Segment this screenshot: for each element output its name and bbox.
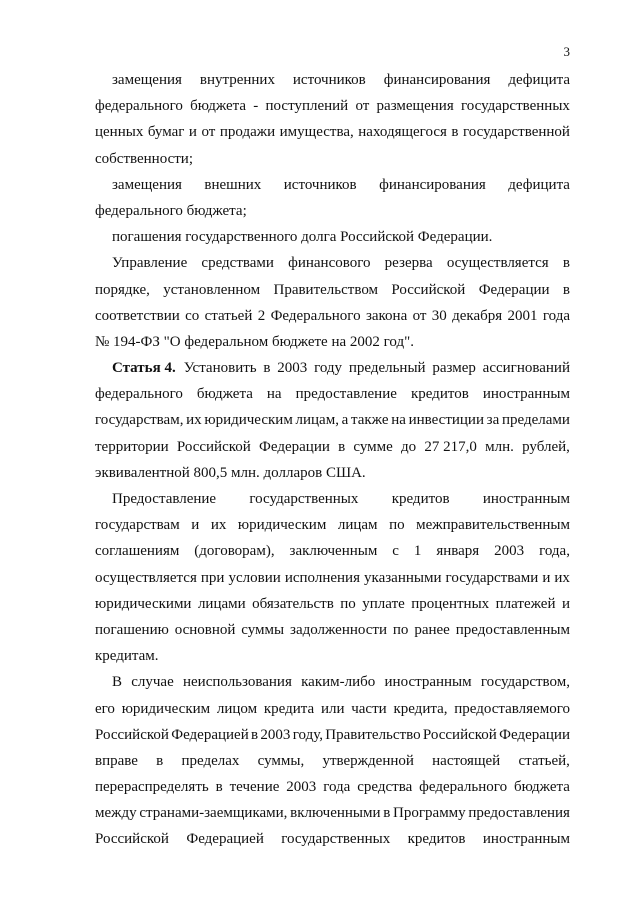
word: продажи: [219, 124, 276, 141]
word: в: [263, 360, 271, 377]
word: декабря: [452, 307, 503, 324]
word: Российской: [95, 726, 169, 743]
word: части: [351, 700, 387, 717]
word: предоставленным: [455, 621, 570, 638]
word: Федерацией: [186, 831, 264, 848]
word: Российской: [422, 726, 497, 743]
word: Установить: [183, 360, 257, 377]
word: основной: [174, 621, 236, 638]
word: бюджета: [190, 98, 247, 115]
word: порядке,: [95, 281, 150, 298]
word: суммы,: [257, 752, 305, 769]
text-line: [95, 617, 570, 643]
text-line: [95, 696, 570, 722]
word: течение: [229, 779, 280, 796]
word: бюджета: [513, 779, 570, 796]
text-line: [95, 67, 570, 93]
word: исполнения: [284, 569, 360, 586]
word: Управление: [112, 255, 188, 272]
text-line: [95, 748, 570, 774]
word: источников: [283, 176, 357, 193]
word: на: [391, 412, 406, 429]
word: финансирования: [383, 72, 491, 88]
word: ценных: [95, 124, 144, 141]
word: юридическим: [121, 700, 211, 717]
word: их: [554, 569, 570, 586]
word: внутренних: [199, 72, 275, 88]
word: от: [412, 307, 427, 324]
word: или: [320, 700, 345, 717]
word: 2: [257, 307, 266, 324]
word: иностранным: [482, 491, 570, 507]
word: Федерации: [478, 281, 550, 298]
word: Российской: [391, 281, 466, 298]
text-line: [95, 119, 570, 145]
word: статьей: [204, 307, 253, 324]
text-line: [95, 407, 570, 433]
text-line: эквивалентной 800,5 млн. долларов США.: [95, 464, 366, 481]
word: между: [95, 805, 137, 822]
word: пределах: [181, 752, 240, 769]
word: межправительственным: [416, 517, 570, 534]
text-line: [95, 800, 570, 826]
article-heading: Статья 4.: [112, 360, 176, 377]
text-line: [95, 538, 570, 564]
text-line: федерального бюджета;: [95, 202, 247, 219]
word: обязательств: [252, 595, 334, 612]
word: государствами: [445, 569, 539, 586]
word: года: [542, 307, 570, 324]
word: Федерального: [270, 307, 361, 324]
word: осуществляется: [95, 569, 197, 586]
word: платежей: [495, 595, 556, 612]
word: Российской: [176, 438, 251, 455]
word: Российской: [95, 831, 169, 848]
word: федерального: [95, 98, 183, 115]
word: замещения: [112, 72, 182, 88]
word: резерва: [384, 255, 433, 272]
word: федерального: [95, 386, 183, 403]
word: на: [266, 386, 282, 403]
word: иностранным: [482, 386, 570, 403]
word: за: [486, 412, 500, 429]
word: каким-либо: [301, 674, 376, 691]
word: 2001: [507, 307, 538, 324]
word: указанными: [364, 569, 442, 586]
word: 2003: [260, 726, 291, 743]
text-line: кредитам.: [95, 648, 159, 665]
word: государственных: [249, 491, 359, 507]
word: финансового: [288, 255, 371, 272]
word: юридическим: [204, 412, 293, 429]
word: и: [542, 569, 551, 586]
paragraph-unused-credit: [95, 669, 570, 852]
word: по: [392, 621, 409, 638]
word: при: [200, 569, 225, 586]
word: перераспределять: [95, 779, 209, 796]
word: Правительством: [273, 281, 379, 298]
word: предоставления: [468, 805, 570, 822]
word: кредитов: [391, 491, 450, 507]
word: году,: [292, 726, 323, 743]
word: процентных: [411, 595, 490, 612]
word: со: [185, 307, 200, 324]
word: условии: [228, 569, 281, 586]
word: 2003: [494, 543, 525, 560]
word: находящегося: [358, 124, 447, 141]
word: источников: [292, 72, 366, 88]
word: средства: [357, 779, 413, 796]
word: (договорам),: [194, 543, 275, 560]
word: также: [351, 412, 389, 429]
text-line: [95, 774, 570, 800]
word: федерального: [419, 779, 508, 796]
word: в: [215, 779, 223, 796]
word: случае: [131, 674, 174, 691]
word: заключенным: [289, 543, 378, 560]
word: осуществляется: [446, 255, 549, 272]
text-line-rest: [184, 355, 570, 381]
word: замещения: [112, 176, 182, 193]
word: предоставляемого: [454, 700, 570, 717]
word: с: [392, 543, 399, 560]
word: и: [188, 124, 197, 141]
word: 2003: [286, 779, 317, 796]
word: странами-заемщиками,: [139, 805, 288, 822]
word: государственных: [460, 98, 570, 115]
word: лицом: [216, 700, 258, 717]
word: от: [355, 98, 370, 115]
word: 30: [431, 307, 447, 324]
word: соглашениям: [95, 543, 180, 560]
word: -: [253, 98, 259, 115]
word: Правительство: [325, 726, 421, 743]
word: вправе: [95, 752, 138, 769]
word: и: [191, 517, 200, 534]
word: юридическим: [237, 517, 327, 534]
word: Предоставление: [112, 491, 217, 507]
word: кредитов: [410, 386, 469, 403]
text-line: № 194-ФЗ "О федеральном бюджете на 2002 год".: [95, 333, 414, 350]
text-line: [95, 826, 570, 852]
word: а: [341, 412, 349, 429]
word: поступлений: [265, 98, 349, 115]
word: году: [314, 360, 343, 377]
word: их: [210, 517, 227, 534]
word: государственных: [281, 831, 391, 848]
paragraph-external-sources: [95, 172, 570, 224]
paragraph-debt-repayment: [95, 224, 570, 250]
text-line: [95, 486, 570, 512]
word: имущества,: [279, 124, 354, 141]
word: Федерации: [259, 438, 330, 455]
word: рублей,: [522, 438, 570, 455]
text-line: [95, 591, 570, 617]
word: Программу: [393, 805, 466, 822]
word: в: [338, 438, 346, 455]
word: дефицита: [508, 176, 570, 193]
text-line: собственности;: [95, 150, 193, 167]
word: в: [451, 124, 459, 141]
word: от: [201, 124, 216, 141]
page-number: 3: [563, 44, 570, 59]
text-line: [95, 303, 570, 329]
word: инвестиции: [408, 412, 484, 429]
word: государствам: [95, 517, 180, 534]
word: пределами: [501, 412, 570, 429]
word: суммы: [241, 621, 285, 638]
word: млн.: [485, 438, 514, 455]
word: 27 217,0: [424, 438, 477, 455]
word: финансирования: [379, 176, 486, 193]
text-line: [95, 434, 570, 460]
word: бюджета: [196, 386, 253, 403]
word: года: [323, 779, 351, 796]
text-line: [95, 565, 570, 591]
word: дефицита: [508, 72, 570, 88]
text-line: [95, 722, 570, 748]
word: их: [186, 412, 202, 429]
word: и: [561, 595, 570, 612]
document-body: [95, 67, 570, 853]
word: установленном: [163, 281, 261, 298]
word: в: [562, 255, 570, 272]
word: в: [251, 726, 259, 743]
word: бумаг: [147, 124, 185, 141]
text-line: [95, 355, 570, 381]
text-line: [95, 93, 570, 119]
word: в: [156, 752, 164, 769]
word: до: [401, 438, 417, 455]
paragraph-reserve-management: [95, 250, 570, 355]
text-line: [95, 669, 570, 695]
word: в: [562, 281, 570, 298]
word: Федерации: [499, 726, 570, 743]
word: государствам,: [95, 412, 184, 429]
word: кредита,: [393, 700, 448, 717]
word: погашению: [95, 621, 169, 638]
word: по: [340, 595, 356, 612]
word: статьей,: [518, 752, 570, 769]
word: государством,: [480, 674, 570, 691]
word: по: [389, 517, 405, 534]
word: иностранным: [482, 831, 570, 848]
paragraph-credit-provision: [95, 486, 570, 669]
word: кредитов: [407, 831, 466, 848]
text-line: [95, 250, 570, 276]
word: размер: [432, 360, 476, 377]
word: задолженности: [290, 621, 388, 638]
word: лицам: [337, 517, 378, 534]
text-line: [95, 277, 570, 303]
word: его: [95, 700, 115, 717]
word: уплате: [362, 595, 405, 612]
word: территории: [95, 438, 169, 455]
word: включенными: [290, 805, 381, 822]
word: лицам,: [295, 412, 339, 429]
word: 1: [413, 543, 422, 560]
word: утвержденной: [322, 752, 414, 769]
text-line: [95, 381, 570, 407]
word: иностранным: [384, 674, 472, 691]
word: кредита: [263, 700, 315, 717]
word: в: [383, 805, 391, 822]
word: предоставление: [295, 386, 397, 403]
word: средствами: [201, 255, 274, 272]
word: Федерацией: [171, 726, 249, 743]
word: сумме: [353, 438, 393, 455]
word: юридическими: [95, 595, 192, 612]
word: государственной: [463, 124, 570, 141]
word: ранее: [414, 621, 450, 638]
word: ассигнований: [482, 360, 570, 377]
word: года,: [539, 543, 570, 560]
word: неиспользования: [183, 674, 292, 691]
word: В: [112, 674, 123, 691]
word: лицами: [197, 595, 246, 612]
text-line: погашения государственного долга Российской Федерации.: [112, 229, 493, 246]
word: соответствии: [95, 307, 180, 324]
paragraph-article-4: [95, 355, 570, 486]
word: размещения: [376, 98, 454, 115]
word: настоящей: [432, 752, 501, 769]
word: внешних: [204, 176, 262, 193]
paragraph-internal-sources: [95, 67, 570, 172]
word: января: [436, 543, 480, 560]
word: 2003: [277, 360, 308, 377]
word: предельный: [348, 360, 426, 377]
word: закона: [365, 307, 408, 324]
text-line: [95, 512, 570, 538]
text-line: [95, 172, 570, 198]
